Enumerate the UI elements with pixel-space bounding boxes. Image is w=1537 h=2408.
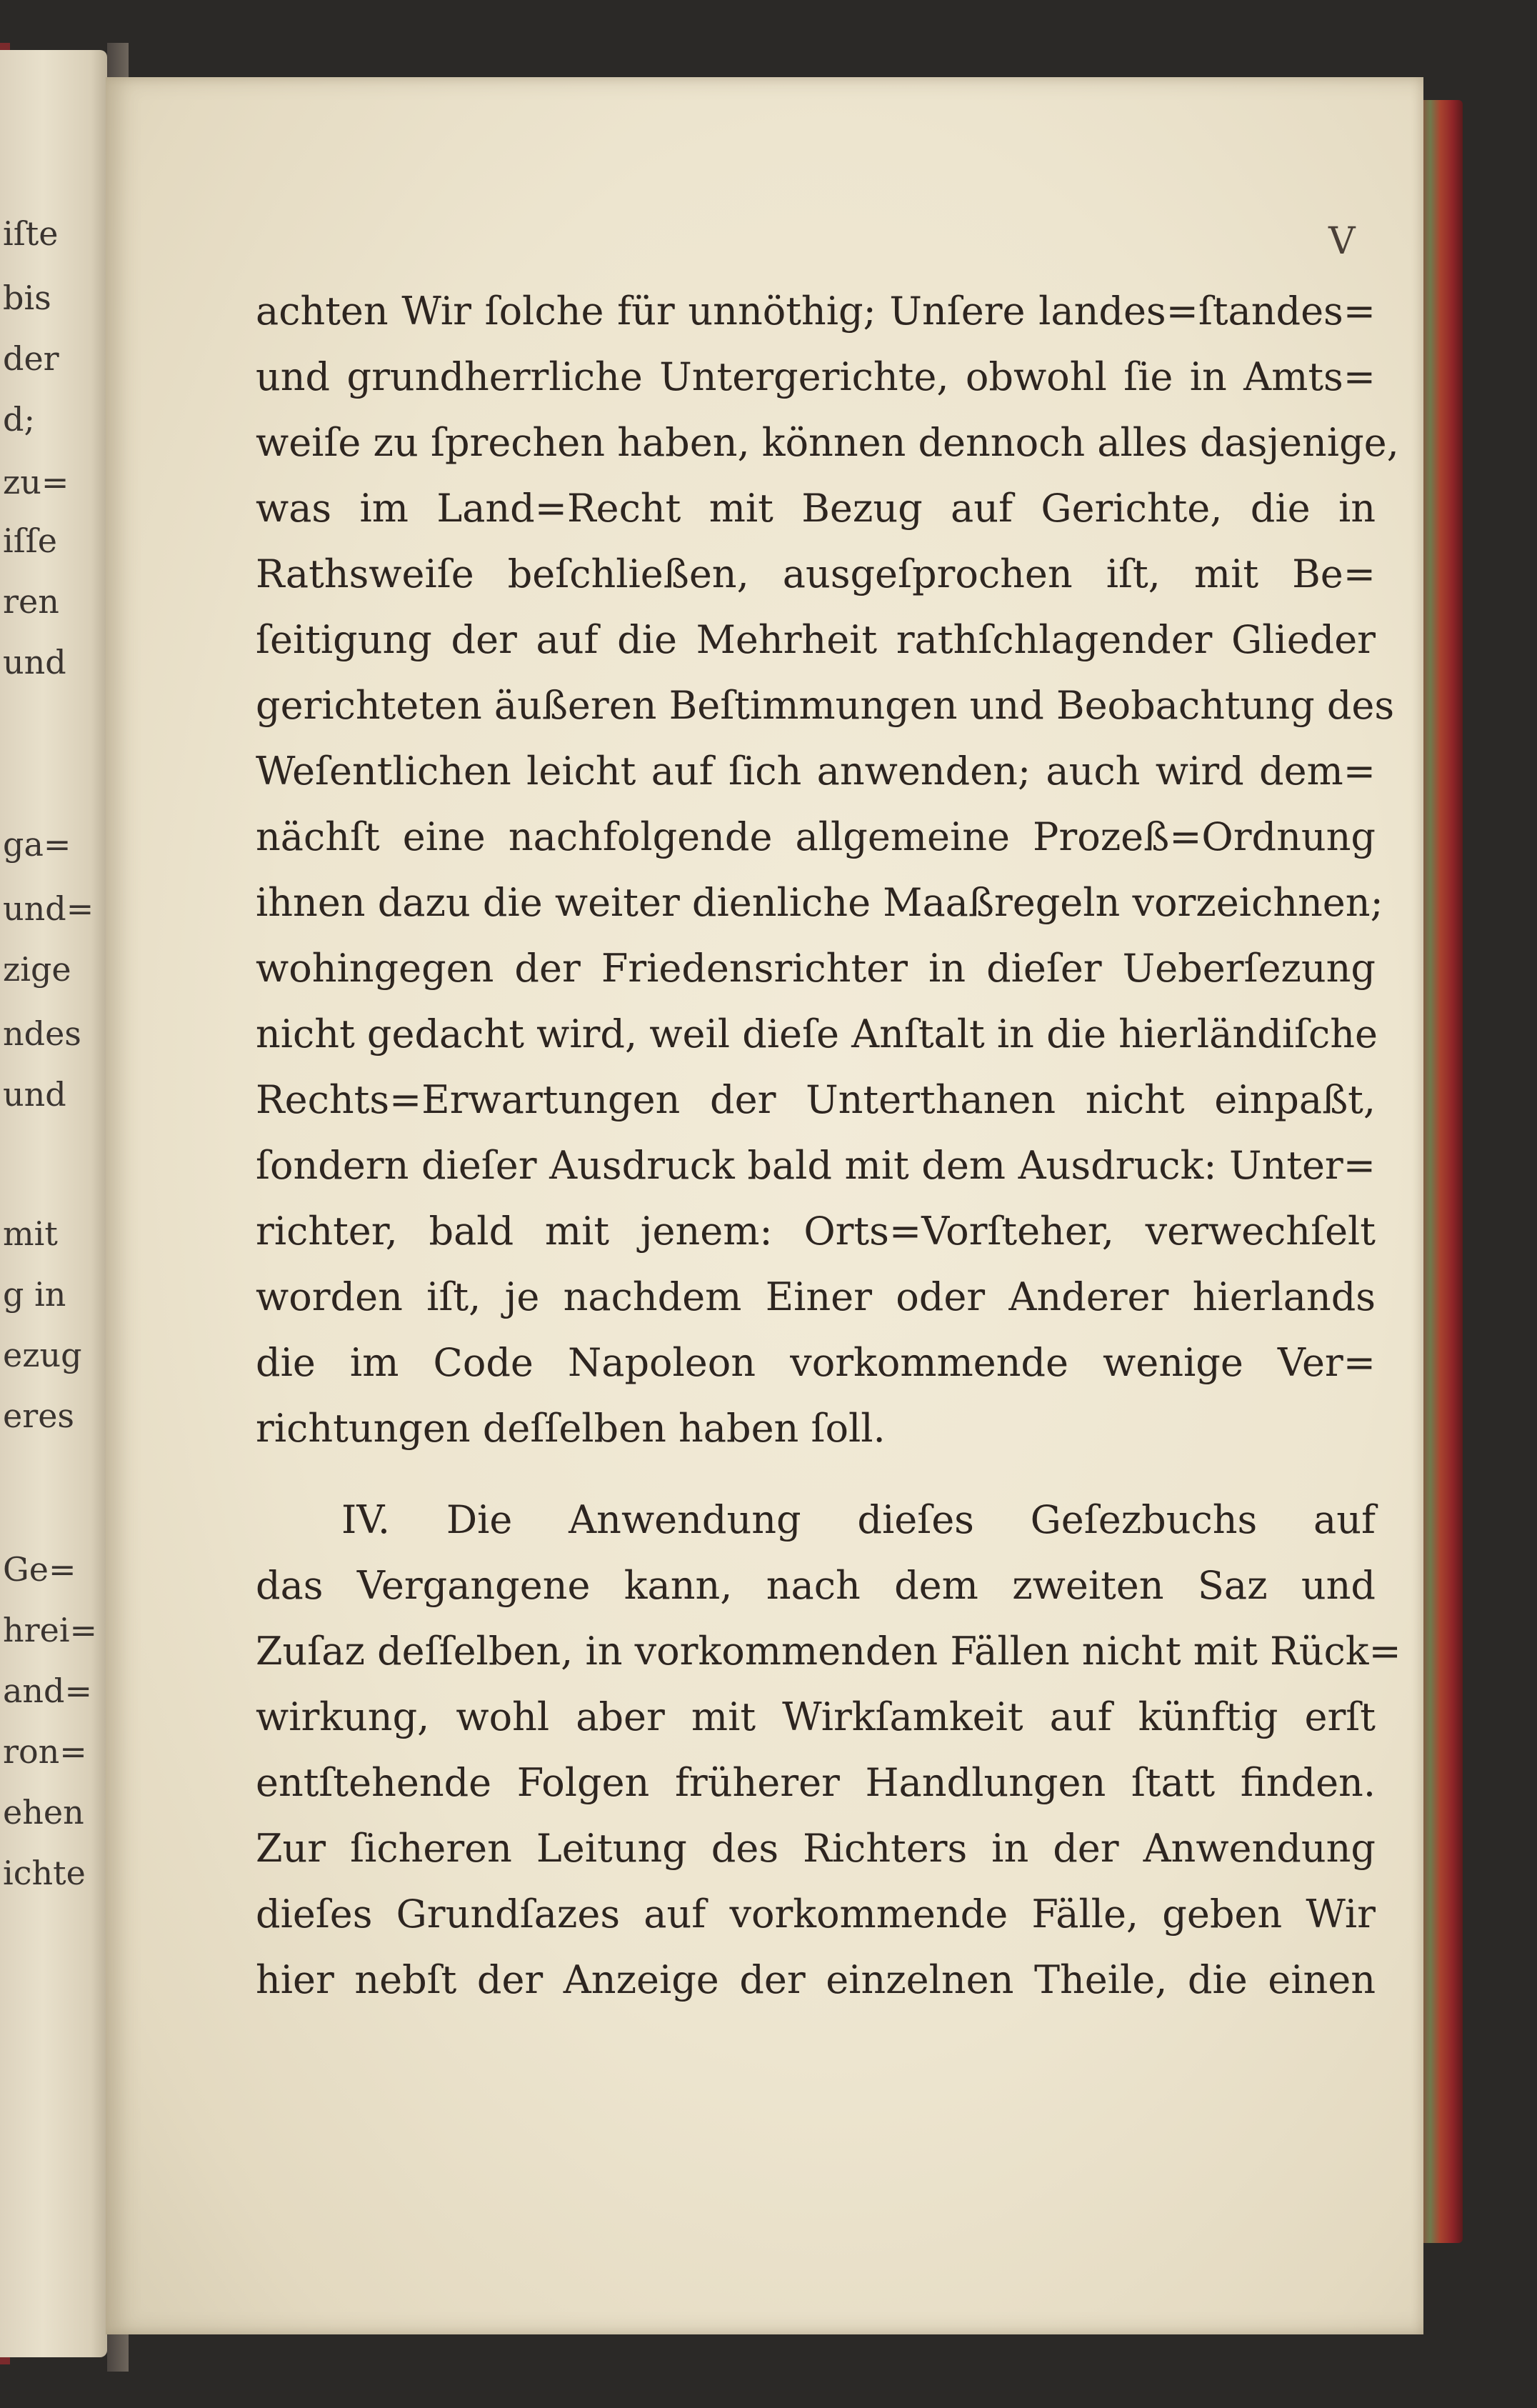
left-page-fragment: und= — [3, 889, 94, 928]
left-page-fragment: zige — [3, 950, 71, 989]
left-page-fragment: and= — [3, 1672, 93, 1710]
text-line: ſeitigung der auf die Mehrheit rathſchlagender Glieder — [256, 617, 1376, 662]
left-page-fragment: ron= — [3, 1732, 87, 1771]
paragraph — [256, 279, 1399, 1462]
text-line: das Vergangene kann, nach dem zweiten Saz und — [256, 1563, 1376, 1608]
text-line: Rathsweiſe beſchließen, ausgeſprochen iſt, mit Be= — [256, 551, 1376, 596]
left-page-fragment: ezug — [3, 1336, 82, 1374]
text-line: ihnen dazu die weiter dienliche Maaßregeln vorzeichnen; — [256, 880, 1383, 925]
text-line: Rechts=Erwartungen der Unterthanen nicht einpaßt, — [256, 1077, 1376, 1122]
text-line: richtungen deſſelben haben ſoll. — [256, 1406, 886, 1451]
book-page — [106, 77, 1423, 2334]
left-page-fragment: zu= — [3, 463, 69, 501]
text-line: Weſentlichen leicht auf ſich anwenden; auch wird dem= — [256, 749, 1376, 794]
left-page-fragment: und — [3, 643, 66, 681]
text-line: weiſe zu ſprechen haben, können dennoch alles dasjenige, — [256, 420, 1399, 465]
text-line: entſtehende Folgen früherer Handlungen ſtatt finden. — [256, 1760, 1376, 1805]
text-line: und grundherrliche Untergerichte, obwohl ſie in Amts= — [256, 354, 1376, 399]
left-page-fragments — [0, 50, 107, 2357]
text-line: nicht gedacht wird, weil dieſe Anſtalt in die hierländiſche — [256, 1011, 1378, 1056]
paragraph-gap — [256, 1462, 1376, 1487]
text-line: nächſt eine nachfolgende allgemeine Prozeß=Ordnung — [256, 814, 1376, 859]
left-page-fragment: und — [3, 1075, 66, 1114]
text-line: dieſes Grundſazes auf vorkommende Fälle, geben Wir — [256, 1892, 1376, 1937]
text-line: richter, bald mit jenem: Orts=Vorſteher, verwechſelt — [256, 1209, 1376, 1254]
left-page-fragment: eres — [3, 1397, 75, 1435]
left-facing-page — [0, 50, 107, 2357]
text-line: Zuſaz deſſelben, in vorkommenden Fällen nicht mit Rück= — [256, 1629, 1401, 1674]
text-line: achten Wir ſolche für unnöthig; Unſere landes=ſtandes= — [256, 289, 1376, 334]
text-line: was im Land=Recht mit Bezug auf Gerichte, die in — [256, 486, 1376, 531]
left-page-fragment: Ge= — [3, 1550, 76, 1589]
text-line: gerichteten äußeren Beſtimmungen und Beobachtung des — [256, 683, 1395, 728]
left-page-fragment: der — [3, 339, 59, 378]
text-line: wirkung, wohl aber mit Wirkſamkeit auf künftig erſt — [256, 1694, 1376, 1739]
left-page-fragment: iſte — [3, 214, 59, 253]
left-page-fragment: mit — [3, 1214, 58, 1253]
text-line: worden iſt, je nachdem Einer oder Anderer hierlands — [256, 1274, 1376, 1319]
text-line: ſondern dieſer Ausdruck bald mit dem Ausdruck: Unter= — [256, 1143, 1376, 1188]
page-body-text — [256, 279, 1401, 2013]
text-line: hier nebſt der Anzeige der einzelnen Theile, die einen — [256, 1957, 1376, 2002]
left-page-fragment: iſſe — [3, 521, 57, 560]
left-page-fragment: hrei= — [3, 1611, 98, 1649]
text-line: Zur ſicheren Leitung des Richters in der Anwendung — [256, 1826, 1376, 1871]
text-line: wohingegen der Friedensrichter in dieſer Ueberſezung — [256, 946, 1376, 991]
left-page-fragment: d; — [3, 400, 35, 439]
left-page-fragment: ichte — [3, 1854, 86, 1892]
left-page-fragment: ren — [3, 582, 59, 621]
left-page-fragment: g in — [3, 1275, 66, 1314]
text-line: die im Code Napoleon vorkommende wenige Ver= — [256, 1340, 1376, 1385]
text-line: IV. Die Anwendung dieſes Geſezbuchs auf — [341, 1497, 1376, 1542]
page-number: V — [1328, 220, 1356, 263]
paragraph — [256, 1487, 1401, 2013]
left-page-fragment: ehen — [3, 1793, 84, 1832]
left-page-fragment: bis — [3, 279, 51, 317]
left-page-fragment: ga= — [3, 825, 71, 864]
left-page-fragment: ndes — [3, 1014, 81, 1053]
